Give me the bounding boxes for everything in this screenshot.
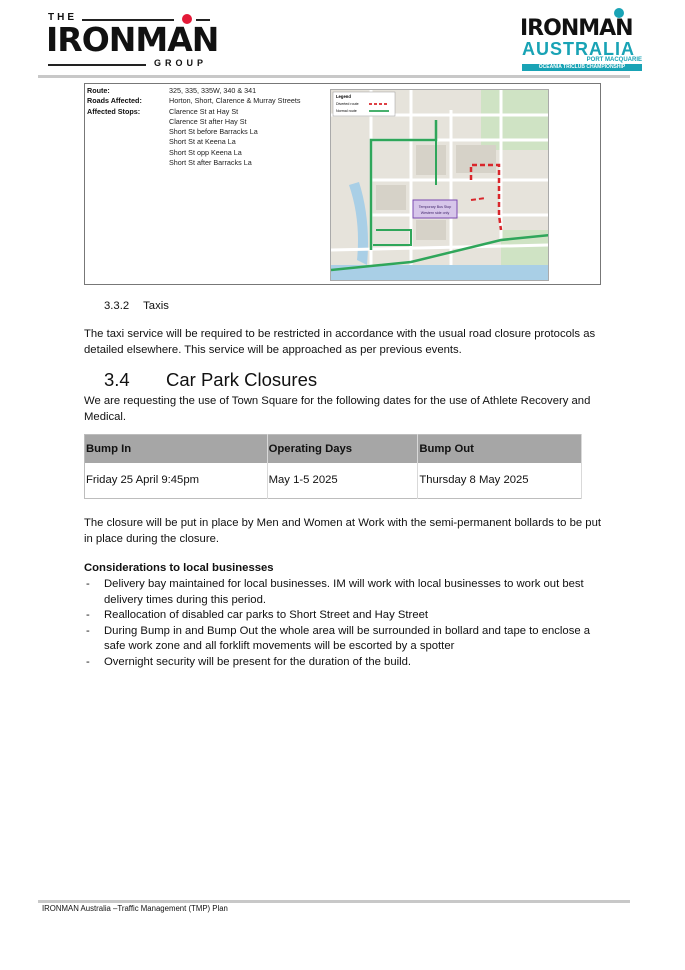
- subsection-title: Taxis: [143, 300, 169, 312]
- page-footer: IRONMAN Australia –Traffic Management (TMP) Plan: [42, 904, 228, 913]
- subsection-number: 3.3.2: [104, 300, 130, 312]
- section-heading-car-park: [104, 369, 317, 391]
- route-row: Short St opp Keena La: [169, 147, 242, 157]
- route-row: Clarence St after Hay St: [169, 116, 247, 126]
- list-item: - Delivery bay maintained for local businesses. IM will work with local businesses to work out best delivery times during this period.: [84, 577, 604, 608]
- ironman-australia-logo: [520, 8, 646, 70]
- route-row: Short St before Barracks La: [169, 127, 258, 137]
- temporary-bus-stop-box: [413, 200, 457, 218]
- legend-diverted-label: Diverted route: [336, 102, 359, 106]
- section-number: 3.4: [104, 369, 130, 390]
- logo-ironman-word: IRONMAN: [520, 16, 633, 41]
- section-title: Car Park Closures: [166, 369, 318, 390]
- table-header-row: [85, 435, 582, 463]
- route-details: [87, 86, 329, 168]
- legend-title: Legend: [336, 94, 351, 99]
- bus-route-box: [84, 83, 601, 285]
- temporary-bus-stop-label: Temporary Bus Stop: [418, 205, 452, 209]
- taxi-paragraph: The taxi service will be required to be restricted in accordance with the usual road closure protocols as detailed elsewhere. This service will be approached as per previous events.: [84, 328, 596, 356]
- logo-championship-band: OCEANIA TRICLUB CHAMPIONSHIP: [522, 64, 642, 71]
- list-item: - Reallocation of disabled car parks to Short Street and Hay Street: [84, 608, 604, 624]
- table-cell: Friday 25 April 9:45pm: [85, 463, 268, 499]
- ironman-group-logo: [46, 12, 219, 70]
- logo-australia-word: AUSTRALIA: [522, 39, 635, 59]
- logo-port-macquarie: PORT MACQUARIE: [586, 57, 642, 63]
- route-row: Affected Stops: Clarence St at Hay St: [87, 106, 239, 116]
- table-header: Bump Out: [418, 435, 582, 463]
- footer-divider: [38, 900, 630, 903]
- logo-group-text: GROUP: [154, 58, 208, 68]
- header-divider: [38, 75, 630, 78]
- legend-normal-label: Normal route: [336, 109, 357, 113]
- logo-ironman-text: IRONMAN: [46, 20, 219, 59]
- route-row: Short St after Barracks La: [169, 158, 252, 168]
- considerations-heading: Considerations to local businesses: [84, 562, 274, 574]
- car-park-intro: We are requesting the use of Town Square for the following dates for the use of Athlete Recovery and Medical.: [84, 395, 591, 423]
- considerations-list: [84, 577, 604, 670]
- route-map: [330, 89, 549, 281]
- route-row: Short St at Keena La: [169, 137, 236, 147]
- subsection-heading-taxis: [104, 300, 169, 312]
- table-header: Bump In: [85, 435, 268, 463]
- logo-the-text: THE: [48, 12, 77, 23]
- closure-dates-table: [84, 434, 582, 499]
- list-item: - Overnight security will be present for the duration of the build.: [84, 655, 604, 671]
- table-row: [85, 463, 582, 499]
- table-cell: May 1-5 2025: [267, 463, 418, 499]
- table-header: Operating Days: [267, 435, 418, 463]
- table-cell: Thursday 8 May 2025: [418, 463, 582, 499]
- route-row: Roads Affected: Horton, Short, Clarence & Murray Streets: [87, 96, 301, 106]
- route-row: Route: 325, 335, 335W, 340 & 341: [87, 86, 257, 95]
- western-side-label: Western side only: [420, 211, 450, 215]
- closure-paragraph: The closure will be put in place by Men and Women at Work with the semi-permanent bollards to be put in place during the closure.: [84, 517, 601, 545]
- list-item: - During Bump in and Bump Out the whole area will be surrounded in bollard and tape to enclose a safe work zone and all forklift movements will be escorted by a spotter: [84, 624, 604, 655]
- route-map-svg: [331, 90, 549, 281]
